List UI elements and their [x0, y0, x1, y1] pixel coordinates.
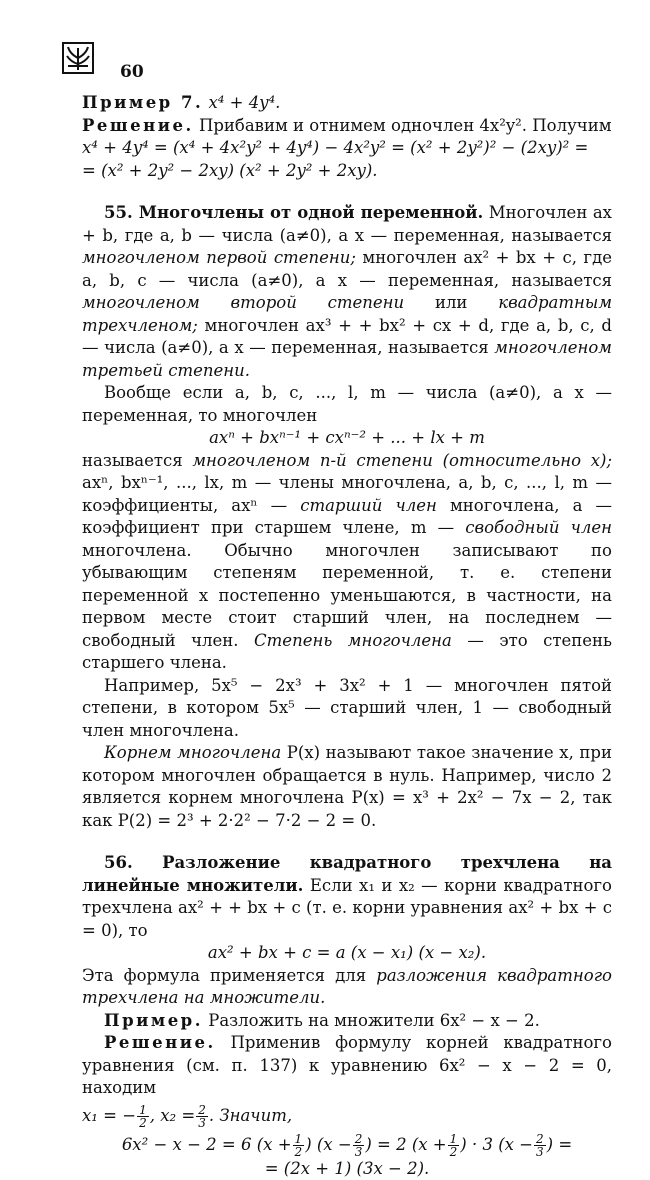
section56-heading: 56. Разложение квадратного трехчлена на линейные множители.: [82, 853, 612, 895]
section56-solution: Решение. Применив формулу корней квадратного уравнения (см. п. 137) к уравнению 6x² − x − 2 = 0, находим: [82, 1032, 612, 1100]
general-polynomial-formula: axⁿ + bxⁿ⁻¹ + cxⁿ⁻² + ... + lx + m: [82, 427, 612, 450]
textbook-page: [82, 40, 612, 1180]
page-number: 60: [120, 62, 144, 82]
final-equation-line1: 6x² − x − 2 = 6 (x + $\frac{1}{2}$ ) (x − $\frac{2}{3}$ ) = 2 (x + $\frac{1}{2}$ ) · 3 (x − $\frac{2}{3}$ ) =: [82, 1133, 612, 1158]
section55-para4: Например, 5x⁵ − 2x³ + 3x² + 1 — многочлен пятой степени, в котором 5x⁵ — старший член, 1 — свободный член многочлена.: [82, 675, 612, 743]
abstract-plant-logo-icon: [62, 42, 94, 74]
factorization-formula: ax² + bx + c = a (x − x₁) (x − x₂).: [82, 942, 612, 965]
section56-example: Пример. Разложить на множители 6x² − x − 2.: [82, 1010, 612, 1033]
section55-para5: Корнем многочлена P(x) называют такое значение x, при котором многочлен обращается в нуль. Например, число 2 является корнем многочлена P(x) = x³ + 2x² − 7x − 2, так как P(2) = 2³ + 2·2² − 7·2 − 2 = 0.: [82, 742, 612, 832]
final-equation-line2: = (2x + 1) (3x − 2).: [82, 1158, 612, 1180]
example7-title: Пример 7. x⁴ + 4y⁴.: [82, 92, 612, 115]
section55-para1: 55. Многочлены от одной переменной. Многочлен ax + b, где a, b — числа (a≠0), а x — переменная, называется многочленом первой степени; многочлен ax² + bx + c, где a, b, c — числа (a≠0), а x — переменная, называется многочленом второй степени или квадратным трехчленом; многочлен ax³ + + bx² + cx + d, где a, b, c, d — числа (a≠0), а x — переменная, называется многочленом третьей степени.: [82, 202, 612, 382]
section55-para2: Вообще если a, b, c, ..., l, m — числа (a≠0), а x — переменная, то многочлен: [82, 382, 612, 427]
page-header: [82, 40, 612, 92]
section55-heading: 55. Многочлены от одной переменной.: [104, 203, 483, 222]
section55-para3: называется многочленом n-й степени (относительно x); axⁿ, bxⁿ⁻¹, ..., lx, m — члены многочлена, a, b, c, ..., l, m — коэффициенты, axⁿ — старший член многочлена, a — коэффициент при старшем члене, m — свободный член многочлена. Обычно многочлен записывают по убывающим степеням переменной, т. е. степени переменной x постепенно уменьшаются, в частности, на первом месте стоит старший член, на последнем — свободный член. Степень многочлена — это степень старшего члена.: [82, 450, 612, 675]
example7-solution: Решение. Прибавим и отнимем одночлен 4x²y². Получим: [82, 115, 612, 138]
section56-para1: 56. Разложение квадратного трехчлена на линейные множители. Если x₁ и x₂ — корни квадратного трехчлена ax² + + bx + c (т. е. корни уравнения ax² + bx + c = 0), то: [82, 852, 612, 942]
section56-para2: Эта формула применяется для разложения квадратного трехчлена на множители.: [82, 965, 612, 1010]
roots-line: x₁ = − $\frac{1}{2}$ , x₂ = $\frac{2}{3}$ . Значит,: [82, 1104, 612, 1129]
example7-eq-line1: x⁴ + 4y⁴ = (x⁴ + 4x²y² + 4y⁴) − 4x²y² = (x² + 2y²)² − (2xy)² =: [82, 137, 612, 160]
example7-eq-line2: = (x² + 2y² − 2xy) (x² + 2y² + 2xy).: [82, 160, 612, 183]
